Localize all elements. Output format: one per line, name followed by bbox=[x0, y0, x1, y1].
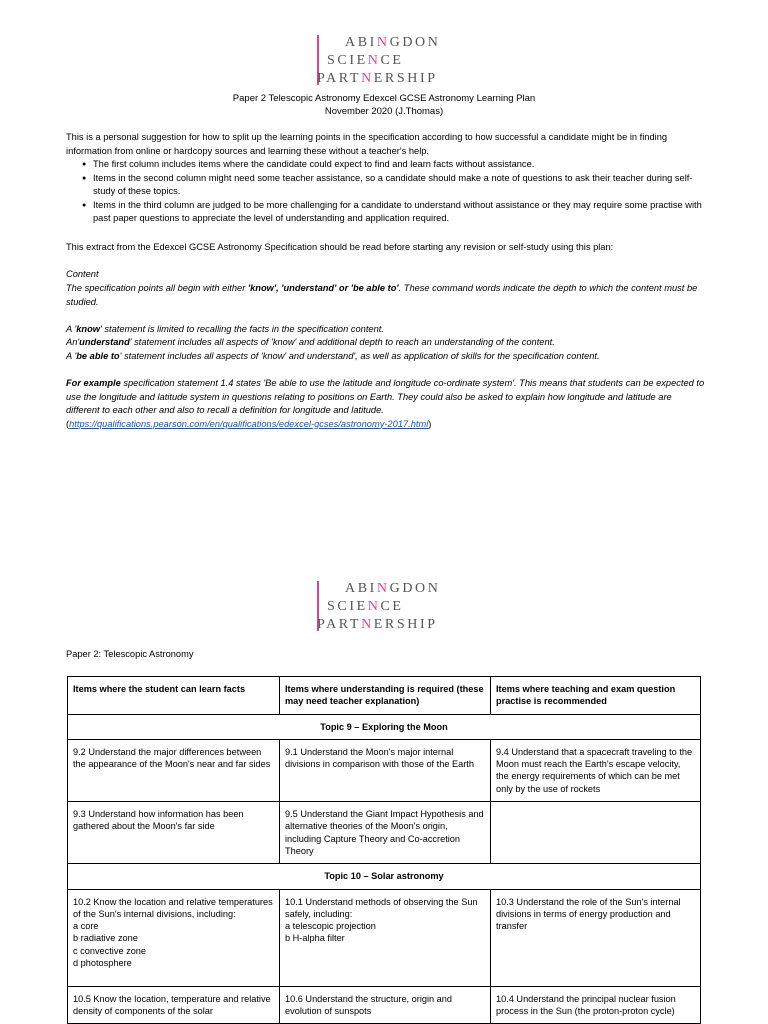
table-row bbox=[68, 739, 701, 801]
table-cell: 10.4 Understand the principal nuclear fusion process in the Sun (the proton-proton cycle) bbox=[491, 986, 701, 1024]
learning-plan-table bbox=[67, 676, 701, 1024]
logo-line-science: SCIENCE bbox=[327, 599, 404, 614]
example-paragraph: For example specification statement 1.4 states 'Be able to use the latitude and longitude co-ordinate system'. This means that students can be expected to use the longitude and latitude system in questions relating to positions on Earth. They could also be asked to explain how longitude and latitude are different to each other and also to recall a definition for longitude and latitude. (https://qualifications.pearson.com/en/qualifications/edexcel-gcses/astronomy-2017.html) bbox=[66, 378, 705, 429]
intro-paragraph: This is a personal suggestion for how to split up the learning points in the specification according to how successful a candidate might be in finding information from online or hardcopy sources and learning these without a teacher's help. bbox=[66, 132, 668, 156]
column-header: Items where teaching and exam question practise is recommended bbox=[491, 677, 701, 715]
list-item: ● The first column includes items where the candidate could expect to find and learn facts without assistance. bbox=[66, 158, 706, 172]
extract-note: This extract from the Edexcel GCSE Astronomy Specification should be read before starting any revision or self-study using this plan: bbox=[66, 242, 614, 252]
table-row bbox=[68, 889, 701, 986]
understand-definition: An'understand' statement includes all aspects of 'know' and additional depth to reach an understanding of the content. bbox=[66, 337, 555, 347]
be-able-to-definition: A 'be able to' statement includes all aspects of 'know' and understand', as well as application of skills for the specification content. bbox=[66, 351, 600, 361]
table-cell: 10.5 Know the location, temperature and relative density of components of the solar bbox=[68, 986, 280, 1024]
table-cell: 9.5 Understand the Giant Impact Hypothesis and alternative theories of the Moon's origin, including Capture Theory and Co-accretion Theory bbox=[280, 802, 491, 864]
specification-link[interactable]: https://qualifications.pearson.com/en/qualifications/edexcel-gcses/astronomy-2017.html bbox=[69, 418, 429, 429]
table-cell: 10.3 Understand the role of the Sun's internal divisions in terms of energy production and transfer bbox=[491, 889, 701, 986]
logo-line-abingdon: ABINGDON bbox=[345, 581, 441, 596]
document-date: November 2020 (J.Thomas) bbox=[324, 106, 444, 117]
partnership-logo bbox=[317, 579, 447, 631]
document-title: Paper 2 Telescopic Astronomy Edexcel GCSE Astronomy Learning Plan bbox=[232, 93, 536, 104]
table-row bbox=[68, 802, 701, 864]
table-cell: 10.6 Understand the structure, origin and evolution of sunspots bbox=[280, 986, 491, 1024]
list-item: ● Items in the second column might need some teacher assistance, so a candidate should make a note of questions to ask their teacher during self-study of these topics. bbox=[66, 172, 706, 199]
table-cell: 9.4 Understand that a spacecraft traveling to the Moon must reach the Earth's escape velocity, the energy requirements of which can be met only by the use of rockets bbox=[491, 739, 701, 801]
logo-line-partnership: PARTNERSHIP bbox=[317, 617, 438, 632]
content-heading: Content bbox=[66, 269, 99, 279]
table-cell: 10.2 Know the location and relative temperatures of the Sun's internal divisions, including: a core b radiative zone c convective zone d photosphere bbox=[68, 889, 280, 986]
table-cell bbox=[491, 802, 701, 864]
logo-line-partnership: PARTNERSHIP bbox=[317, 71, 438, 86]
logo-line-science: SCIENCE bbox=[327, 53, 404, 68]
table-cell: 10.1 Understand methods of observing the Sun safely, including: a telescopic projection b H-alpha filter bbox=[280, 889, 491, 986]
table-cell: 9.1 Understand the Moon's major internal divisions in comparison with those of the Earth bbox=[280, 739, 491, 801]
topic-row bbox=[68, 864, 701, 889]
topic-9-heading: Topic 9 – Exploring the Moon bbox=[68, 714, 701, 739]
partnership-logo bbox=[317, 33, 447, 85]
logo-line-abingdon: ABINGDON bbox=[345, 35, 441, 50]
list-item: ● Items in the third column are judged to be more challenging for a candidate to understand without assistance or they may require some practise with past paper questions to appreciate the level of understanding and application required. bbox=[66, 199, 706, 226]
paper-label: Paper 2: Telescopic Astronomy bbox=[66, 649, 194, 659]
table-cell: 9.2 Understand the major differences between the appearance of the Moon's near and far sides bbox=[68, 739, 280, 801]
command-words-text: The specification points all begin with either 'know', 'understand' or 'be able to'. These command words indicate the depth to which the content must be studied. bbox=[66, 283, 698, 307]
topic-10-heading: Topic 10 – Solar astronomy bbox=[68, 864, 701, 889]
table-cell: 9.3 Understand how information has been gathered about the Moon's far side bbox=[68, 802, 280, 864]
column-header: Items where the student can learn facts bbox=[68, 677, 280, 715]
topic-row bbox=[68, 714, 701, 739]
column-header: Items where understanding is required (these may need teacher explanation) bbox=[280, 677, 491, 715]
table-header-row bbox=[68, 677, 701, 715]
know-definition: A 'know' statement is limited to recalling the facts in the specification content. bbox=[66, 324, 384, 334]
table-row bbox=[68, 986, 701, 1024]
column-explanation-list bbox=[66, 158, 706, 226]
